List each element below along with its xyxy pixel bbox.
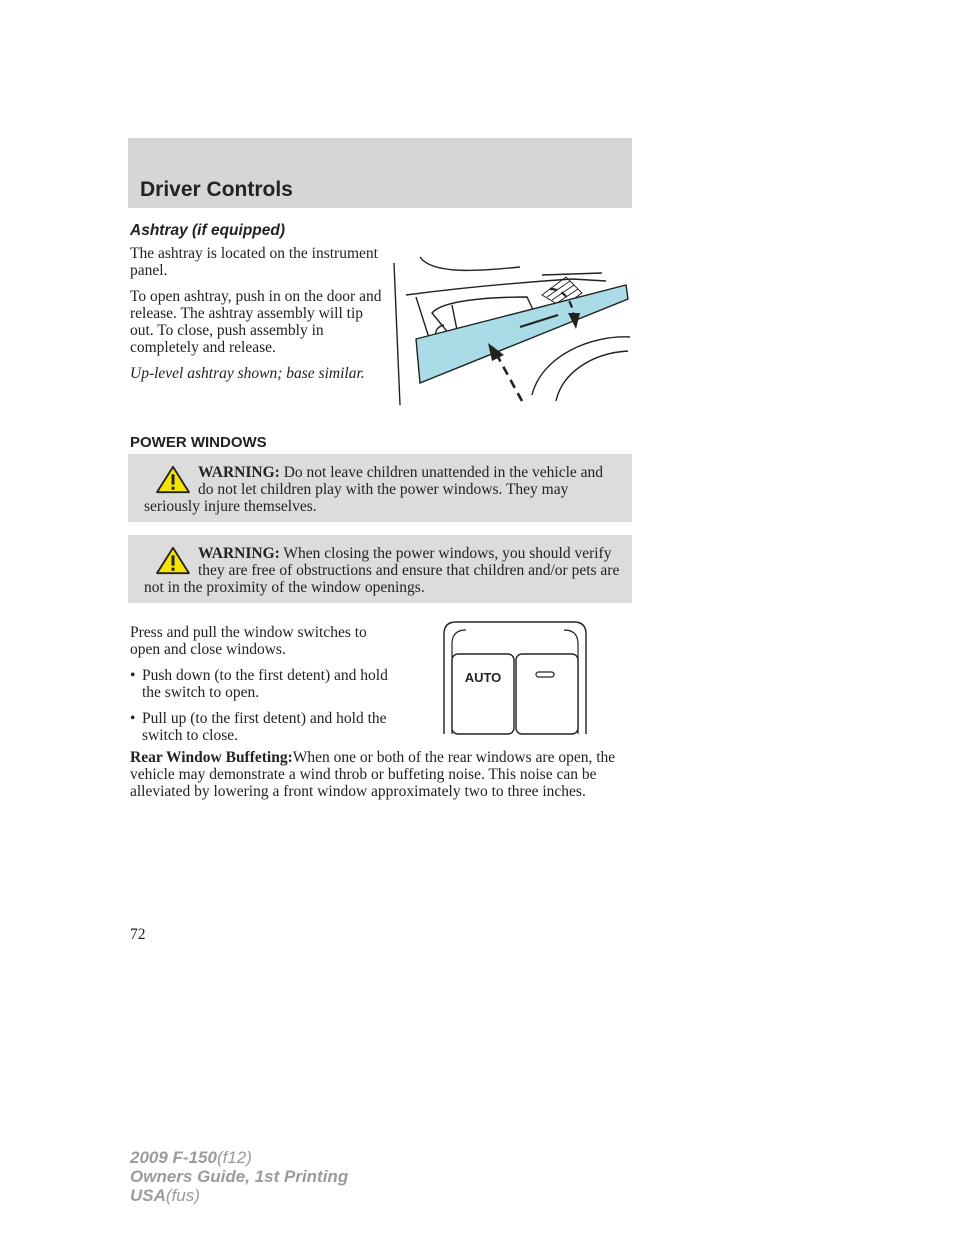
power-windows-bullets [130, 667, 390, 744]
footer-line-market [130, 1186, 348, 1205]
ashtray-door-shape [416, 285, 628, 383]
warning-triangle-icon [154, 545, 192, 575]
document-footer [130, 1148, 348, 1205]
auto-window-switch [452, 654, 514, 734]
auto-switch-label: AUTO [464, 670, 502, 685]
page-number: 72 [130, 926, 146, 943]
section-title: Driver Controls [140, 178, 293, 201]
section-header-band [128, 138, 632, 208]
power-windows-intro: Press and pull the window switches to open and close windows. [130, 624, 367, 658]
rear-window-buffeting-paragraph [130, 749, 630, 800]
warning-label: WARNING: [198, 464, 280, 481]
warning-box-children [128, 454, 632, 522]
power-windows-text [130, 624, 390, 753]
warning-triangle-icon [154, 464, 192, 494]
warning-box-obstructions [128, 535, 632, 603]
footer-model-code: (f12) [216, 1148, 252, 1167]
buffeting-label: Rear Window Buffeting: [130, 749, 293, 766]
warning-text: When closing the power windows, you should verify they are free of obstructions and ensure that children and/or pets are not in the proximity of the window openings. [144, 545, 620, 596]
ashtray-note: Up-level ashtray shown; base similar. [130, 365, 365, 382]
footer-line-model [130, 1148, 348, 1167]
footer-line-guide [130, 1167, 348, 1186]
warning-text: Do not leave children unattended in the vehicle and do not let children play with the power windows. They may seriously injure themselves. [144, 464, 604, 515]
footer-market-code: (fus) [165, 1186, 200, 1205]
ashtray-illustration [392, 255, 632, 405]
footer-model: 2009 F-150 [130, 1148, 217, 1167]
ashtray-open-paragraph: To open ashtray, push in on the door and release. The ashtray assembly will tip out. To close, push assembly in completely and release. [130, 288, 382, 356]
ashtray-location-paragraph: The ashtray is located on the instrument panel. [130, 245, 378, 279]
power-windows-heading: POWER WINDOWS [130, 434, 267, 451]
warning-label: WARNING: [198, 545, 280, 562]
window-switch-illustration [438, 620, 592, 736]
ashtray-text [130, 245, 385, 391]
footer-market: USA [130, 1186, 166, 1205]
window-switch [516, 654, 578, 734]
list-item: • Pull up (to the first detent) and hold the switch to close. [130, 710, 390, 744]
buffeting-text: When one or both of the rear windows are open, the vehicle may demonstrate a wind throb or buffeting noise. This noise can be alleviated by lowering a front window approximately two to three inches. [130, 749, 616, 800]
ashtray-heading: Ashtray (if equipped) [130, 222, 286, 239]
list-item: • Push down (to the first detent) and hold the switch to open. [130, 667, 390, 701]
footer-guide: Owners Guide, 1st Printing [130, 1167, 349, 1186]
